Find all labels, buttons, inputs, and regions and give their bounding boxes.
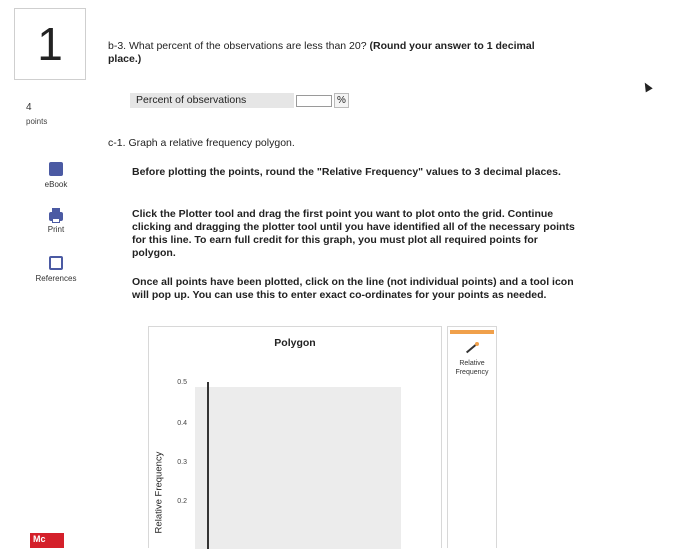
- plotter-line-tool-icon[interactable]: [463, 341, 481, 355]
- sidebar-item-print[interactable]: [24, 209, 88, 234]
- round-instruction: (Round your answer to 1 decimal place.): [108, 40, 535, 65]
- sidebar-item-label: eBook: [44, 180, 68, 189]
- y-tick-label: 0.4: [177, 420, 187, 427]
- plotter-tool-panel: [447, 326, 497, 548]
- plot-area[interactable]: [195, 387, 401, 549]
- question-text: Graph a relative frequency polygon.: [128, 137, 295, 149]
- answer-row: [130, 93, 360, 108]
- y-axis-label: Relative Frequency: [153, 451, 165, 534]
- sidebar-item-label: Print: [47, 225, 65, 234]
- instruction-text: Before plotting the points, round the "Relative Frequency" values to 3 decimal places.: [132, 166, 561, 178]
- instruction-text: Once all points have been plotted, click on the line (not individual points) and a tool icon will pop up. You can use this to enter exact co-ordinates for your points as needed.: [132, 276, 574, 301]
- instruction-paragraph: [132, 208, 582, 260]
- y-tick-label: 0.3: [177, 459, 187, 466]
- y-axis-line: [207, 382, 209, 549]
- question-text: What percent of the observations are less than 20?: [129, 40, 367, 52]
- book-icon: [49, 162, 63, 176]
- sidebar-item-ebook[interactable]: [24, 162, 88, 189]
- legend-color-bar: [450, 330, 494, 334]
- instruction-text: Click the Plotter tool and drag the first point you want to plot onto the grid. Continue clicking and dragging the plotter tool until you have identified all of the necessary points for this line. To earn full credit for this graph, you must plot all required points for polygon.: [132, 208, 575, 259]
- sidebar-item-references[interactable]: [24, 256, 88, 283]
- publisher-logo: Mc: [30, 533, 64, 548]
- sidebar-item-label: References: [35, 274, 77, 283]
- legend-label: Relative Frequency: [455, 360, 489, 376]
- y-tick-label: 0.2: [177, 498, 187, 505]
- y-tick-label: 0.5: [177, 379, 187, 386]
- points-value: 4: [26, 102, 32, 113]
- question-b3: [108, 40, 548, 66]
- references-icon: [49, 256, 63, 270]
- percent-unit: %: [334, 93, 349, 108]
- graph-panel[interactable]: [148, 326, 442, 548]
- part-id: c-1.: [108, 137, 126, 149]
- answer-label: Percent of observations: [130, 93, 294, 108]
- question-c1: [108, 137, 548, 150]
- chart-title: Polygon: [274, 337, 316, 349]
- points-label: points: [26, 117, 48, 126]
- print-icon: [49, 212, 63, 221]
- cursor-icon: [641, 81, 652, 93]
- part-id: b-3.: [108, 40, 127, 52]
- instruction-paragraph: [132, 276, 582, 302]
- question-number: 1: [14, 8, 86, 80]
- percent-input[interactable]: [296, 95, 332, 107]
- instruction-paragraph: [132, 166, 582, 179]
